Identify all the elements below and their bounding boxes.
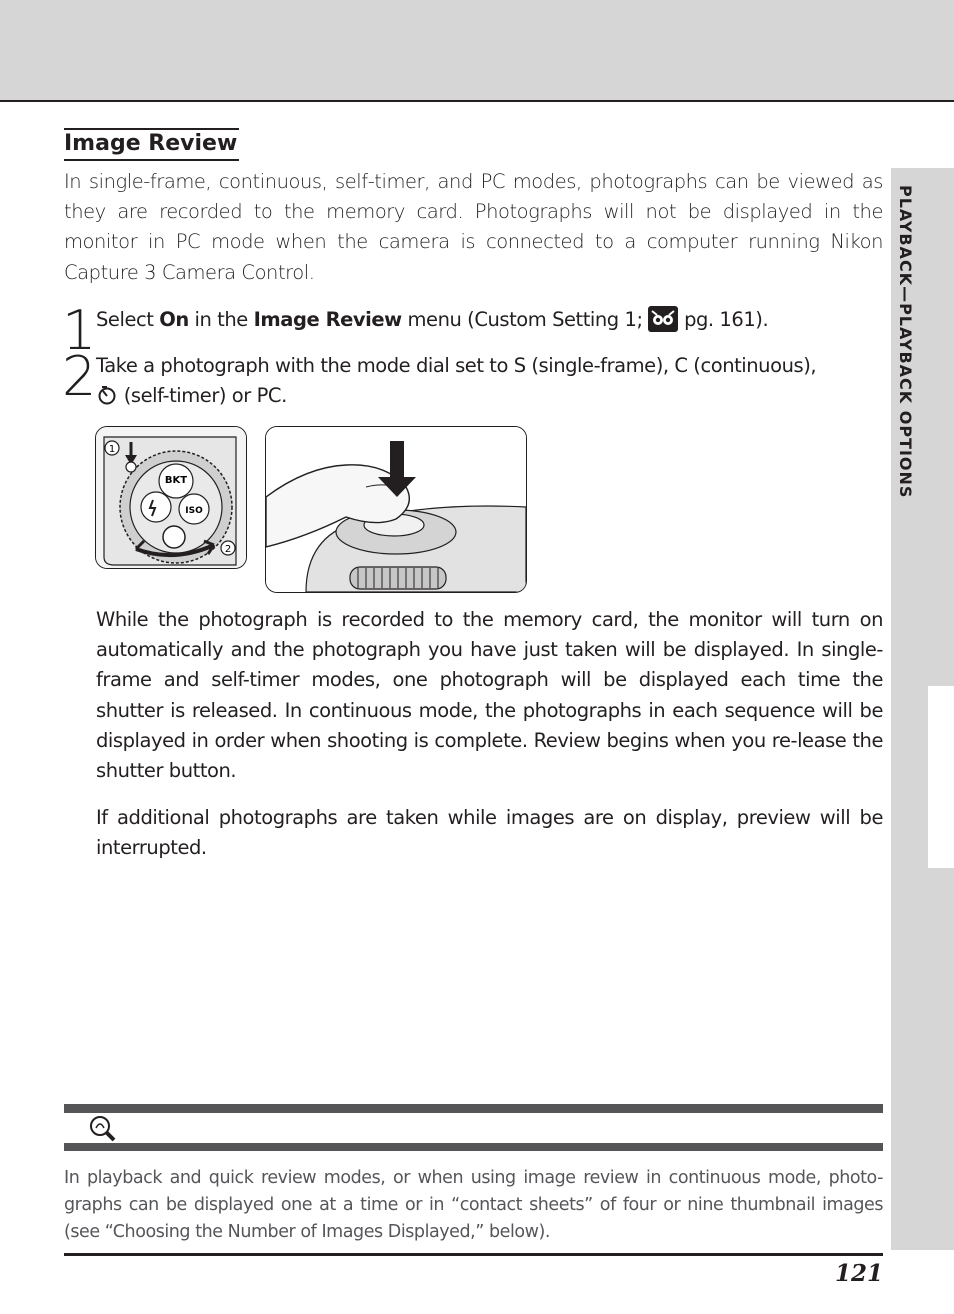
body-paragraph-1: While the photograph is recorded to the memory card, the monitor will turn on automatically and the photograph you have just taken will be displayed. In single-frame and self-timer modes, one photograph will be displayed each time the shutter is released. In continuous mode, the photographs in each sequence will be displayed in order when shooting is complete. Review begins when you re-lease the shutter button. bbox=[96, 608, 883, 783]
step-1-number: 1 bbox=[62, 299, 97, 362]
tip-top-bar bbox=[64, 1104, 883, 1113]
intro-paragraph: In single-frame, continuous, self-timer, and PC modes, photographs can be viewed as they are recorded to the memory card. Photographs will not be displayed in the monitor in PC mode when the camera is connected to a computer running Nikon Capture 3 Camera Control. bbox=[64, 170, 883, 284]
body-paragraph-2: If additional photographs are taken while images are on display, preview will be interrupted. bbox=[96, 806, 883, 860]
mode-dial-illustration bbox=[95, 426, 247, 569]
lightbulb-tip-icon bbox=[88, 1114, 118, 1142]
step-1-text bbox=[96, 305, 883, 335]
callout-2: 2 bbox=[224, 544, 232, 555]
menu-reference-icon bbox=[648, 306, 678, 332]
chapter-tab-marker bbox=[928, 686, 954, 868]
step-2-number: 2 bbox=[62, 345, 97, 408]
step-1-post: menu (Custom Setting 1; bbox=[401, 308, 643, 331]
tip-text: In playback and quick review modes, or when using image review in continuous mode, photo-graphs can be displayed one at a time or in “contact sheets” of four or nine thumbnail images (see “Choosing the Number of Images Displayed,” below). bbox=[64, 1168, 883, 1242]
step-2-line-1: Take a photograph with the mode dial set to S (single-frame), C (continuous), bbox=[96, 354, 817, 377]
step-1-pre: Select bbox=[96, 308, 160, 331]
step-1-mid: in the bbox=[188, 308, 254, 331]
step-2-text bbox=[96, 351, 883, 411]
header-band bbox=[0, 0, 954, 102]
bkt-button-label: BKT bbox=[164, 475, 188, 486]
step-1-page-ref: pg. 161). bbox=[678, 308, 769, 331]
chapter-side-label: PLAYBACK—PLAYBACK OPTIONS bbox=[896, 185, 915, 499]
step-1-on-label: On bbox=[159, 308, 189, 331]
section-heading: Image Review bbox=[64, 128, 239, 161]
callout-1: 1 bbox=[108, 444, 116, 455]
step-1-menu-name: Image Review bbox=[253, 308, 402, 331]
step-2-line-2: (self-timer) or PC. bbox=[118, 384, 287, 408]
footer-rule bbox=[64, 1253, 883, 1256]
page-number: 121 bbox=[834, 1260, 883, 1287]
iso-button-label: ISO bbox=[185, 506, 203, 516]
shutter-press-illustration bbox=[265, 426, 527, 593]
self-timer-icon bbox=[96, 384, 118, 404]
tip-bottom-bar bbox=[64, 1143, 883, 1151]
